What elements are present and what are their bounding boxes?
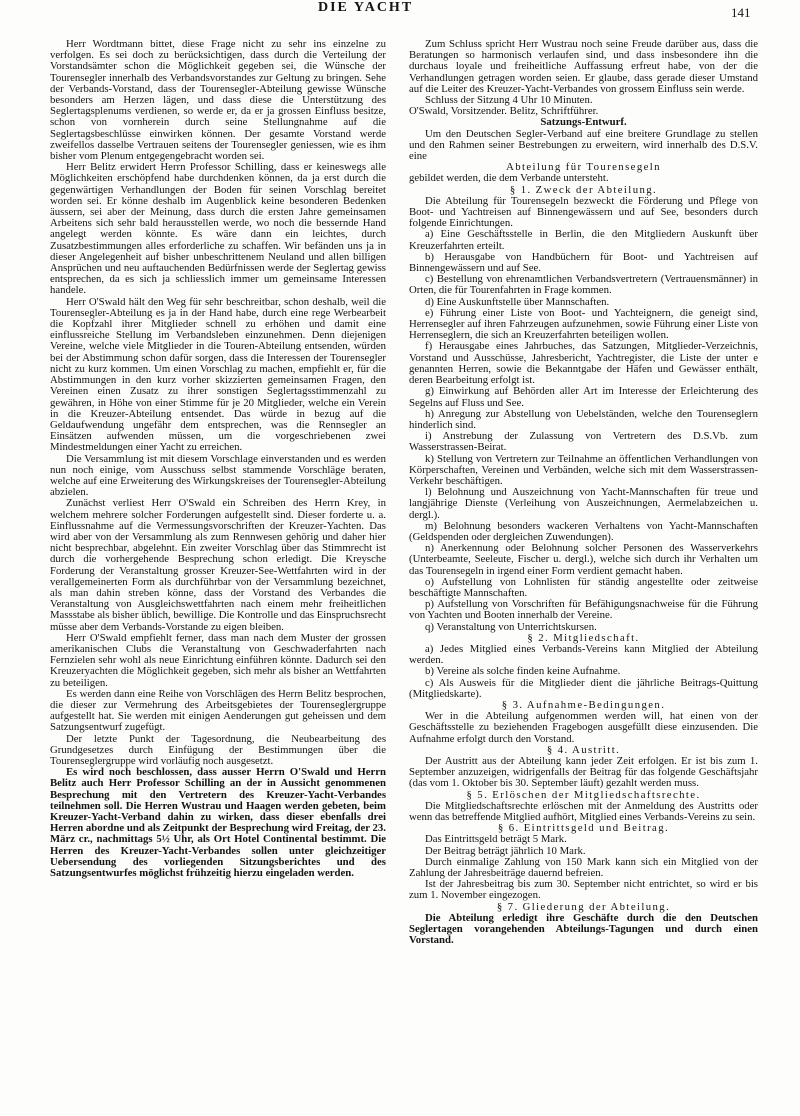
paragraph: Die Abteilung für Tourensegeln bezweckt die Förderung und Pflege von Boot- und Yachtreisen auf Binnengewässern und auf See, besonders durch folgende Einrichtungen. <box>409 194 758 230</box>
list-item: o) Aufstellung von Lohnlisten für ständig angestellte oder zeitweise beschäftigte Mannschaften. <box>409 575 758 599</box>
paragraph: Um den Deutschen Segler-Verband auf eine breitere Grundlage zu stellen und den Rahmen seiner Bestrebungen zu erweitern, wird innerhalb des D.S.V. eine <box>409 127 758 163</box>
paragraph: Zum Schluss spricht Herr Wustrau noch seine Freude darüber aus, dass die Beratungen so harmonisch verlaufen sind, und dass insbesondere ihn die durchaus loyale und freiheitliche Auffassung erfreut habe, von der die Verhandlungen getragen worden seien. Er glaube, dass gerade dieser Umstand auf die Leiter des Kreuzer-Yacht-Verbandes von grossem Einfluss sein werde. <box>409 38 758 95</box>
paragraph: Es wird noch beschlossen, dass ausser Herrn O'Swald und Herrn Belitz auch Herr Professor Schilling an der in Aussicht genommenen Besprechung mit den Vertretern des Kreuzer-Yacht-Verbandes teilnehmen soll. Die Herren Wustrau und Haagen werden gebeten, beim Kreuzer-Yacht-Verband dahin zu wirken, dass dieser ebenfalls drei Herren abordne und als Zeitpunkt der Besprechung wird Freitag, der 23. März cr., nachmittags 5½ Uhr, als Ort Hotel Continental bestimmt. Die Herren des Kreuzer-Yacht-Verbandes sollen unter gleichzeitiger Uebersendung des vorliegenden Sitzungsberichtes und des Satzungsentwurfes möglichst frühzeitig hierzu eingeladen werden. <box>50 766 386 880</box>
paragraph: Die Mitgliedschaftsrechte erlöschen mit der Anmeldung des Austritts oder wenn das betreffende Mitglied aufhört, Mitglied eines Verbands-Vereins zu sein. <box>409 799 758 824</box>
list-item: b) Herausgabe von Handbüchern für Boot- und Yachtreisen auf Binnengewässern und auf See. <box>409 250 758 275</box>
list-item: f) Herausgabe eines Jahrbuches, das Satzungen, Mitglieder-Verzeichnis, Vorstand und Ausschüsse, Jahresbericht, Yachtregister, die Liste der unter e genannten Herren, sowie die Bekanntgabe der Häfen und Gewässer enthält, deren Bearbeitung erfolgt ist. <box>409 340 758 387</box>
list-item: b) Vereine als solche finden keine Aufnahme. <box>425 665 621 678</box>
list-item: k) Stellung von Vertretern zur Teilnahme an öffentlichen Verhandlungen von Körperschaften, Vereinen und Verbänden, welche sich mit dem Wasserstrassen-Verkehr beschäftigen. <box>409 452 758 487</box>
list-item: n) Anerkennung oder Belohnung solcher Personen des Wasserverkehrs (Unterbeamte, Seeleute, Fischer u. dergl.), welche sich durch ihr Verhalten um das Tourensegeln in irgend einer Form verdient gemacht haben. <box>409 542 758 577</box>
paragraph: Der Austritt aus der Abteilung kann jeder Zeit erfolgen. Er ist bis zum 1. September anzuzeigen, widrigenfalls der Beitrag für das folgende Geschäftsjahr (das vom 1. Oktober bis 30. September läuft) gezahlt werden muss. <box>409 755 758 790</box>
running-title: DIE YACHT <box>318 0 414 15</box>
list-item: l) Belohnung und Auszeichnung von Yacht-Mannschaften für treue und langjährige Dienste (Verleihung von Auszeichnungen, Aermelabzeichen u. dergl.). <box>409 486 758 521</box>
section-subheading: § 4. Austritt. <box>546 743 621 756</box>
list-item: h) Anregung zur Abstellung von Uebelständen, welche den Tourenseglern hinderlich sind. <box>409 407 758 431</box>
page-number: 141 <box>731 5 751 20</box>
paragraph: Das Eintrittsgeld beträgt 5 Mark. <box>425 833 567 846</box>
paragraph: gebildet werden, die dem Verbande untersteht. <box>409 172 609 185</box>
list-item: p) Aufstellung von Vorschriften für Befähigungsnachweise für die Führung von Yachten und Booten innerhalb der Vereine. <box>409 598 758 622</box>
paragraph: Herr O'Swald empfiehlt ferner, dass man nach dem Muster der grossen amerikanischen Clubs die Veranstaltung von Geschwaderfahrten nach Fernzielen sehr wohl als neue Einrichtung einführen könnte. Dadurch sei den Kreuzeryachten die Möglichkeit gegeben, sich mehr als bisher an Wettfahrten zu beteiligen. <box>50 631 386 689</box>
section-subheading: Abteilung für Tourensegeln <box>506 161 661 174</box>
list-item: a) Eine Geschäftsstelle in Berlin, die den Mitgliedern Auskunft über Kreuzerfahrten erteilt. <box>409 228 758 252</box>
paragraph: Zunächst verliest Herr O'Swald ein Schreiben des Herrn Krey, in welchem mehrere solcher Forderungen aufgestellt sind. Dieser forderte u. a. Einflussnahme auf die Vermessungsvorschriften der Kreuzer-Yachten. Das wird aber von der Versammlung als zum Rennwesen gehörig und daher hier nicht besprechbar, abgelehnt. Ein zweiter Vorschlag über das Stimmrecht ist durch die vorhergehende Besprechung schon erledigt. Die Kreysche Forderung der Veranstaltung grosser Kreuzer-See-Wettfahrten wird in der verallgemeinerten Form als durchführbar von der Versammlung bezeichnet, als man dahin streben könne, dass der Vorstand des Verbandes die Veranstaltung von Ausgleichswettfahrten nach einem mehr freiheitlichen Massstabe als bisher üblich, bewillige. Die Kontrolle und das Einspruchsrecht müsse aber dem Verbands-Vorstande zu eigen bleiben. <box>50 497 386 633</box>
paragraph: Herr O'Swald hält den Weg für sehr beschreitbar, schon deshalb, weil die Tourensegler-Abteilung es ja in der Hand habe, durch eine rege Werbearbeit die Kopfzahl ihrer Mitglieder schnell zu erhöhen und damit eine einflussreiche Stellung im Verbandsleben einzunehmen. Denn diejenigen Vereine, welche viele Mitglieder in die Touren-Abteilung entsenden, würden bei der Abstimmung schon dafür sorgen, dass die Interessen der Tourensegler nicht zu kurz kommen. Um einen Vorschlag zu machen, empfiehlt er, für die Abstimmungen in den kurz vorher skizzierten gemeinsamen Fragen, den Vereinen einen Zusatz zu ihrer sonstigen Seglertagsstimmenzahl zu gewähren, in Höhe von einer Stimme für je 20 Mitglieder, welche ein Verein in die Kreuzer-Abteilung entsendet. Das würde in bezug auf die Geldaufwendung ungefähr dem entsprechen, was die Rennsegler an Einsätzen aufwenden müssen, um die vorgeschriebenen zwei Mindestmeldungen einer Yacht zu erreichen. <box>50 295 386 454</box>
list-item: a) Jedes Mitglied eines Verbands-Vereins kann Mitglied der Abteilung werden. <box>409 642 758 667</box>
section-subheading: § 6. Eintrittsgeld und Beitrag. <box>497 822 670 835</box>
paragraph: Herr Belitz erwidert Herrn Professor Schilling, dass er keineswegs alle Möglichkeiten erschöpfend habe durchdenken können, da ja erst durch die gegenwärtigen Verhandlungen der Boden für seinen Vorschlag bereitet worden sei. Er könne deshalb im Augenblick keine besonderen Bedenken äussern, sei aber der Meinung, dass durch die ersten Jahre gemeinsamen Arbeitens sich sehr bald herausstellen werde, wo noch die bessernde Hand angelegt werden könnte. Es wäre dann ein leichtes, durch Zusatzbestimmungen alles erforderliche zu schaffen. Wir befänden uns ja in dieser Angelegenheit auf bisher unbeschrittenem Neuland und allen billigen Ansprüchen und neu auftauchenden Bedürfnissen werde der Seglertag gewiss entsprechen, da es sich ja schliesslich immer um gemeinsame Interessen handele. <box>50 161 386 297</box>
section-subheading: § 1. Zweck der Abteilung. <box>509 183 658 196</box>
paragraph: Herr Wordtmann bittet, diese Frage nicht zu sehr ins einzelne zu verfolgen. Es sei doch zu berücksichtigen, dass durch die Verteilung der Vorstandsämter schon die Möglichkeit gegeben sei, die Wünsche der Tourensegler innerhalb des Verbandsvorstandes zur Geltung zu bringen. Sehe der Verbands-Vorstand, dass der Tourensegler-Abteilung gewisse Wünsche besonders am Herzen lägen, und dass diese die Unterstützung des Seglertagsplenums verdienen, so werde er, da er ja grossen Einfluss besitze, schon von vornherein durch seine Stellungnahme auf die Seglertagsbeschlüsse einwirken können. Der gesamte Vorstand werde zweifellos dasselbe Vertrauen seitens der Tourensegler geniessen, wie es ihm bisher vom Plenum entgegengebracht worden sei. <box>50 38 386 163</box>
signatures: O'Swald, Vorsitzender. Belitz, Schriftführer. <box>409 105 599 118</box>
paragraph: Wer in die Abteilung aufgenommen werden will, hat einen von der Geschäftsstelle zu beziehenden Fragebogen ausgefüllt diese einzusenden. Die Aufnahme erfolgt durch den Vorstand. <box>409 710 758 745</box>
list-item: e) Führung einer Liste von Boot- und Yachteignern, die geneigt sind, Herrensegler auf ihren Fahrzeugen aufzunehmen, sowie Führung einer Liste von Herrenseglern, die sich an Kreuzerfahrten beteiligen wollen. <box>409 306 758 342</box>
list-item: q) Veranstaltung von Unterrichtskursen. <box>425 620 597 633</box>
list-item: m) Belohnung besonders wackeren Verhaltens von Yacht-Mannschaften (Geldspenden oder dergleichen Zuwendungen). <box>409 519 758 543</box>
paragraph: Die Abteilung erledigt ihre Geschäfte durch die den Deutschen Seglertagen vorangehenden Abteilungs-Tagungen und durch einen Vorstand. <box>409 911 758 947</box>
section-subheading: § 3. Aufnahme-Bedingungen. <box>501 698 666 711</box>
section-subheading: § 7. Gliederung der Abteilung. <box>496 900 671 913</box>
paragraph: Es werden dann eine Reihe von Vorschlägen des Herrn Belitz besprochen, die dieser zur Vermehrung des Arbeitsgebietes der Tourenseglergruppe aufgestellt hat. Sie werden mit einigen Aenderungen gut geheissen und dem Satzungsentwurf zugefügt. <box>50 687 386 734</box>
paragraph: Ist der Jahresbeitrag bis zum 30. September nicht entrichtet, so wird er bis zum 1. November eingezogen. <box>409 878 758 902</box>
section-subheading: § 2. Mitgliedschaft. <box>527 631 640 644</box>
paragraph: Der Beitrag beträgt jährlich 10 Mark. <box>425 844 586 857</box>
paragraph: Durch einmalige Zahlung von 150 Mark kann sich ein Mitglied von der Zahlung der Jahresbeiträge dauernd befreien. <box>409 855 758 880</box>
paragraph: Die Versammlung ist mit diesem Vorschlage einverstanden und es werden nun noch einige, vom Ausschuss selbst stammende Vorschläge beraten, welche auf eine Erweiterung des Wirkungskreises der Tourensegler-Abteilung abzielen. <box>50 452 386 499</box>
left-column <box>50 39 386 879</box>
list-item: d) Eine Auskunftstelle über Mannschaften. <box>425 295 610 308</box>
closing-line: Schluss der Sitzung 4 Uhr 10 Minuten. <box>425 94 593 107</box>
page-header <box>0 0 800 20</box>
list-item: i) Anstrebung der Zulassung von Vertretern des D.S.Vb. zum Wasserstrassen-Beirat. <box>409 430 758 454</box>
paragraph: Der letzte Punkt der Tagesordnung, die Neubearbeitung des Grundgesetzes durch Einfügung der Bestimmungen über die Tourenseglergruppe wird vorläufig noch ausgesetzt. <box>50 732 386 767</box>
right-column <box>409 39 758 946</box>
section-heading: Satzungs-Entwurf. <box>540 116 627 129</box>
section-subheading: § 5. Erlöschen der Mitgliedschaftsrechte. <box>466 788 701 801</box>
list-item: g) Einwirkung auf Behörden aller Art im Interesse der Erleichterung des Segelns auf Fluss und See. <box>409 385 758 409</box>
list-item: c) Als Ausweis für die Mitglieder dient die jährliche Beitrags-Quittung (Mitgliedskarte). <box>409 676 758 700</box>
list-item: c) Bestellung von ehrenamtlichen Verbandsvertretern (Vertrauensmänner) in Orten, die für Tourenfahrten in Frage kommen. <box>409 273 758 297</box>
